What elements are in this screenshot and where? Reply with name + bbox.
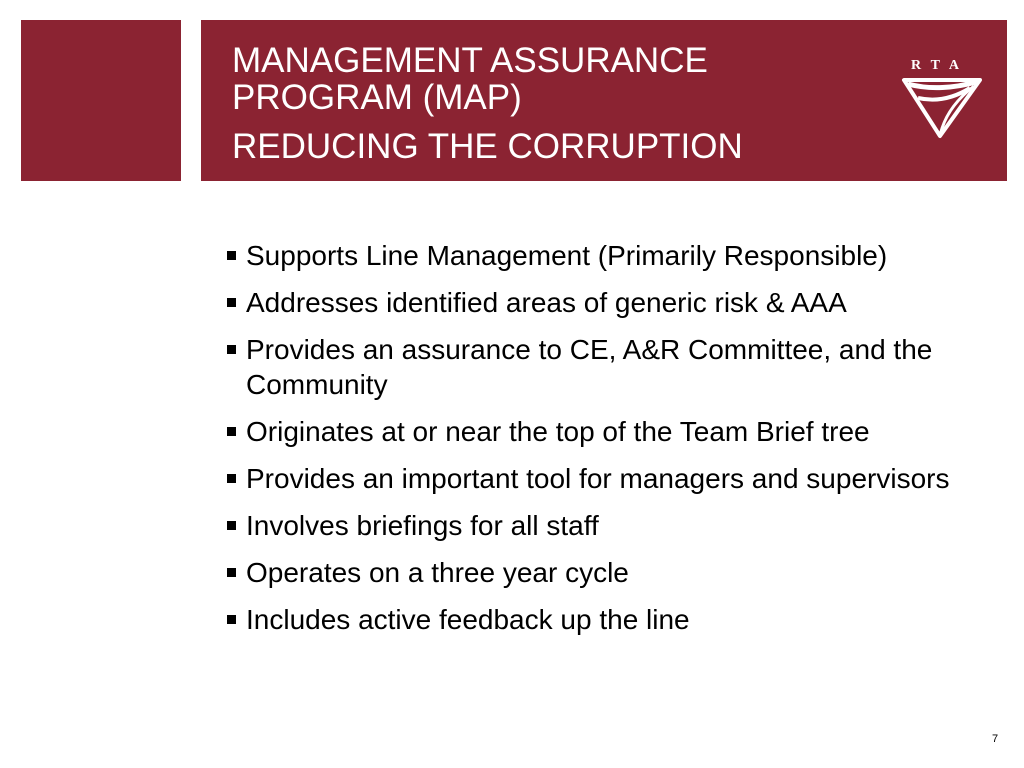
list-item: [226, 555, 986, 590]
list-item-text: Operates on a three year cycle: [246, 557, 629, 588]
bullet-marker-icon: [227, 298, 236, 307]
road-triangle-icon: [900, 76, 984, 140]
slide-title: [232, 42, 852, 165]
list-item: [226, 461, 986, 496]
list-item-text: Includes active feedback up the line: [246, 604, 690, 635]
bullet-marker-icon: [227, 251, 236, 260]
list-item: [226, 332, 986, 402]
list-item: [226, 414, 986, 449]
rta-logo: [900, 58, 990, 142]
page-number: 7: [992, 733, 999, 745]
bullet-marker-icon: [227, 615, 236, 624]
header-accent-block: [21, 20, 181, 181]
title-line-1: MANAGEMENT ASSURANCE: [232, 41, 708, 80]
list-item: [226, 238, 986, 273]
list-item-text: Involves briefings for all staff: [246, 510, 599, 541]
title-line-2: PROGRAM (MAP): [232, 78, 522, 117]
list-item: [226, 285, 986, 320]
bullet-marker-icon: [227, 568, 236, 577]
list-item-text: Provides an assurance to CE, A&R Committee, and the Community: [246, 334, 933, 400]
bullet-marker-icon: [227, 474, 236, 483]
list-item-text: Provides an important tool for managers and supervisors: [246, 463, 950, 494]
list-item: [226, 508, 986, 543]
bullet-marker-icon: [227, 521, 236, 530]
list-item-text: Originates at or near the top of the Team Brief tree: [246, 416, 870, 447]
list-item-text: Addresses identified areas of generic risk & AAA: [246, 287, 847, 318]
logo-text: RTA: [910, 58, 970, 73]
bullet-list: [226, 238, 986, 649]
bullet-marker-icon: [227, 345, 236, 354]
slide-subtitle: REDUCING THE CORRUPTION: [232, 127, 743, 166]
list-item: [226, 602, 986, 637]
list-item-text: Supports Line Management (Primarily Responsible): [246, 240, 888, 271]
bullet-marker-icon: [227, 427, 236, 436]
